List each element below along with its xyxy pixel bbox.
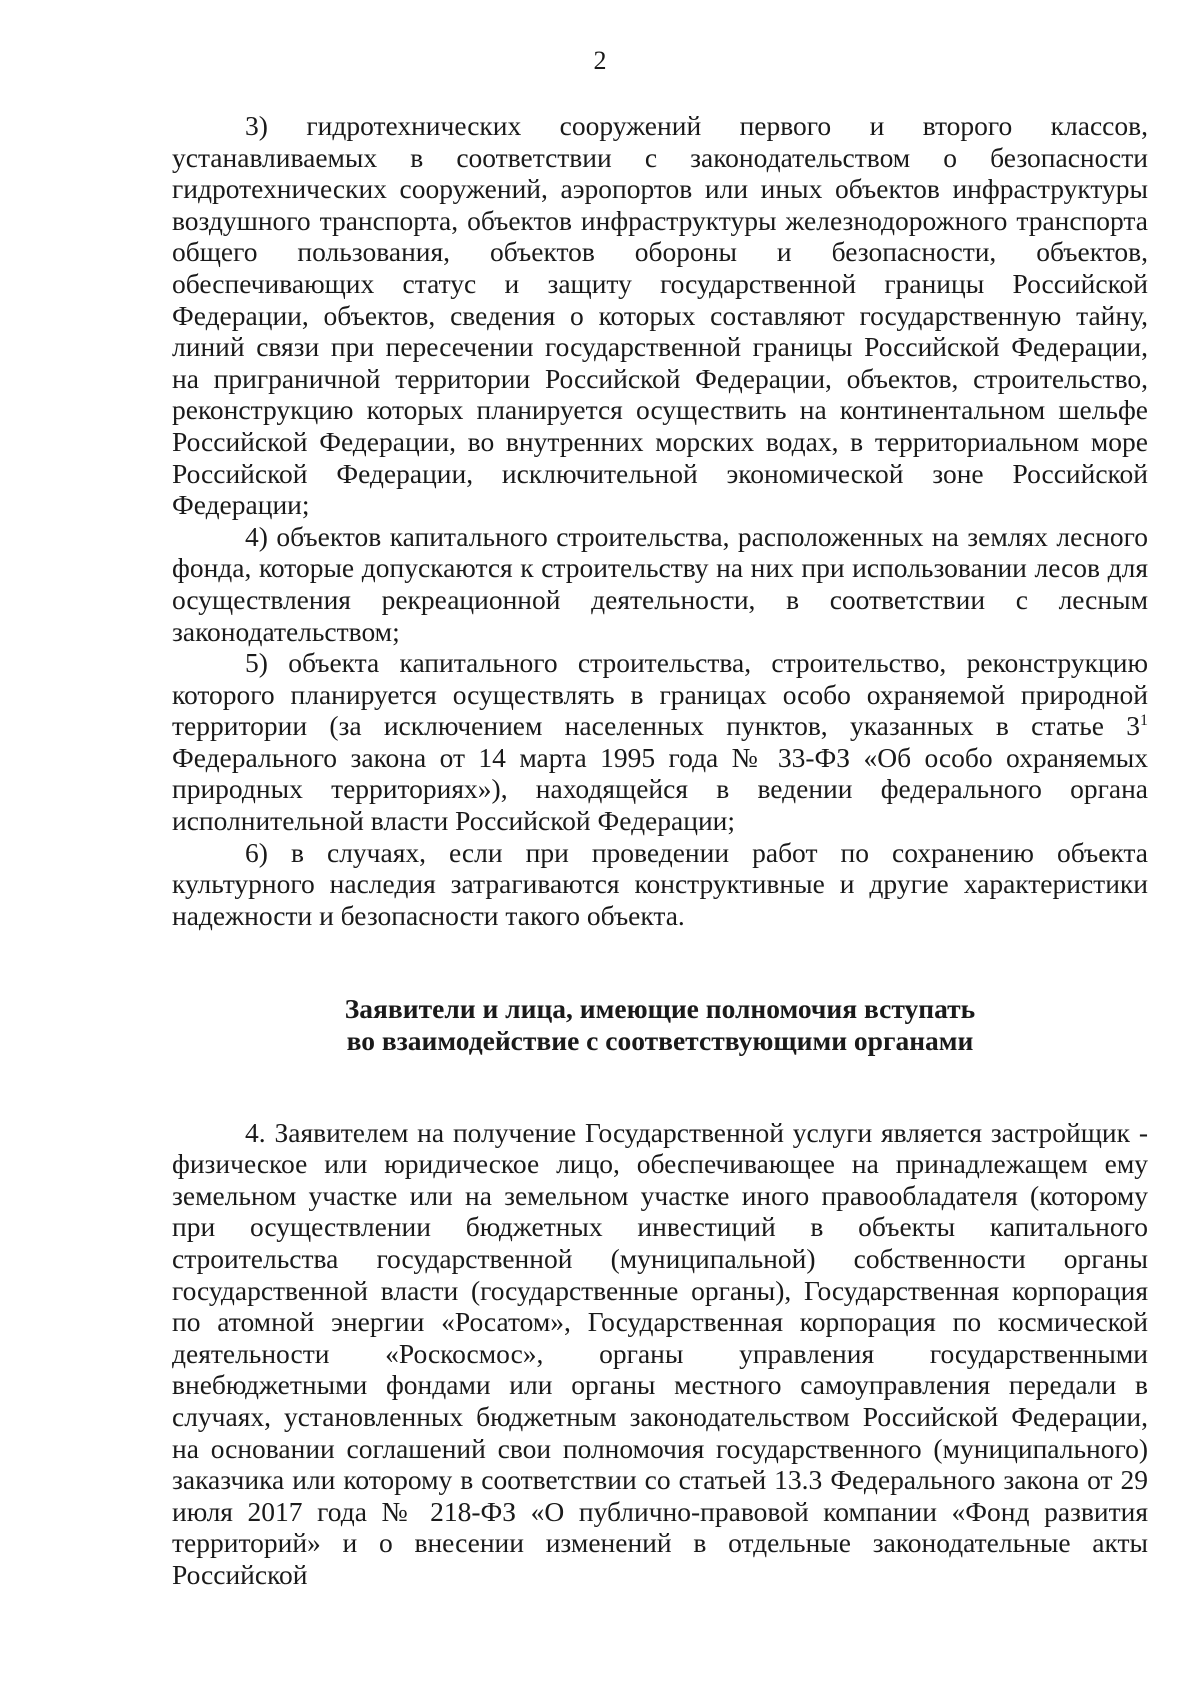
- page-number: 2: [593, 46, 607, 75]
- list-item-3: 3) гидротехнических сооружений первого и второго классов, устанавливаемых в соответствии с законодательством о безопасности гидротехнических сооружений, аэропортов или иных объектов инфраструктуры воздушного транспорта, объектов инфраструктуры железнодорожного транспорта общего пользования, объектов обороны и безопасности, объектов, обеспечивающих статус и защиту государственной границы Российской Федерации, объектов, сведения о которых составляют государственную тайну, линий связи при пересечении государственной границы Российской Федерации, на приграничной территории Российской Федерации, объектов, строительство, реконструкцию которых планируется осуществить на континентальном шельфе Российской Федерации, во внутренних морских водах, в территориальном море Российской Федерации, исключительной экономической зоне Российской Федерации;: [172, 110, 1148, 521]
- list-item-6: 6) в случаях, если при проведении работ по сохранению объекта культурного наследия затрагиваются конструктивные и другие характеристики надежности и безопасности такого объекта.: [172, 836, 1148, 931]
- paragraph-4: 4. Заявителем на получение Государственной услуги является застройщик - физическое или юридическое лицо, обеспечивающее на принадлежащем ему земельном участке или на земельном участке иного правообладателя (которому при осуществлении бюджетных инвестиций в объекты капитального строительства государственной (муниципальной) собственности органы государственной власти (государственные органы), Государственная корпорация по атомной энергии «Росатом», Государственная корпорация по космической деятельности «Роскосмос», органы управления государственными внебюджетными фондами или органы местного самоуправления передали в случаях, установленных бюджетным законодательством Российской Федерации, на основании соглашений свои полномочия государственного (муниципального) заказчика или которому в соответствии со статьей 13.3 Федерального закона от 29 июля 2017 года № 218-ФЗ «О публично-правовой компании «Фонд развития территорий» и о внесении изменений в отдельные законодательные акты Российской: [172, 1116, 1148, 1590]
- section-heading-line-1: Заявители и лица, имеющие полномочия вступать: [344, 993, 976, 1025]
- document-body: [172, 110, 1148, 1591]
- section-heading-line-2: во взаимодействие с соответствующими органами: [346, 1025, 974, 1057]
- list-item-5: [172, 647, 1148, 837]
- list-item-4: 4) объектов капитального строительства, расположенных на землях лесного фонда, которые допускаются к строительству на них при использовании лесов для осуществления рекреационной деятельности, в соответствии с лесным законодательством;: [172, 520, 1148, 647]
- list-item-5-text: 5) объекта капитального строительства, строительство, реконструкцию которого планируется осуществлять в границах особо охраняемой природной территории (за исключением населенных пунктов, указанных в статье 3: [172, 647, 1148, 742]
- section-heading: [172, 993, 1148, 1056]
- superscript: 1: [1140, 712, 1148, 730]
- list-item-5-text-continued: Федерального закона от 14 марта 1995 года № 33-ФЗ «Об особо охраняемых природных территориях»), находящейся в ведении федерального органа исполнительной власти Российской Федерации;: [172, 741, 1148, 837]
